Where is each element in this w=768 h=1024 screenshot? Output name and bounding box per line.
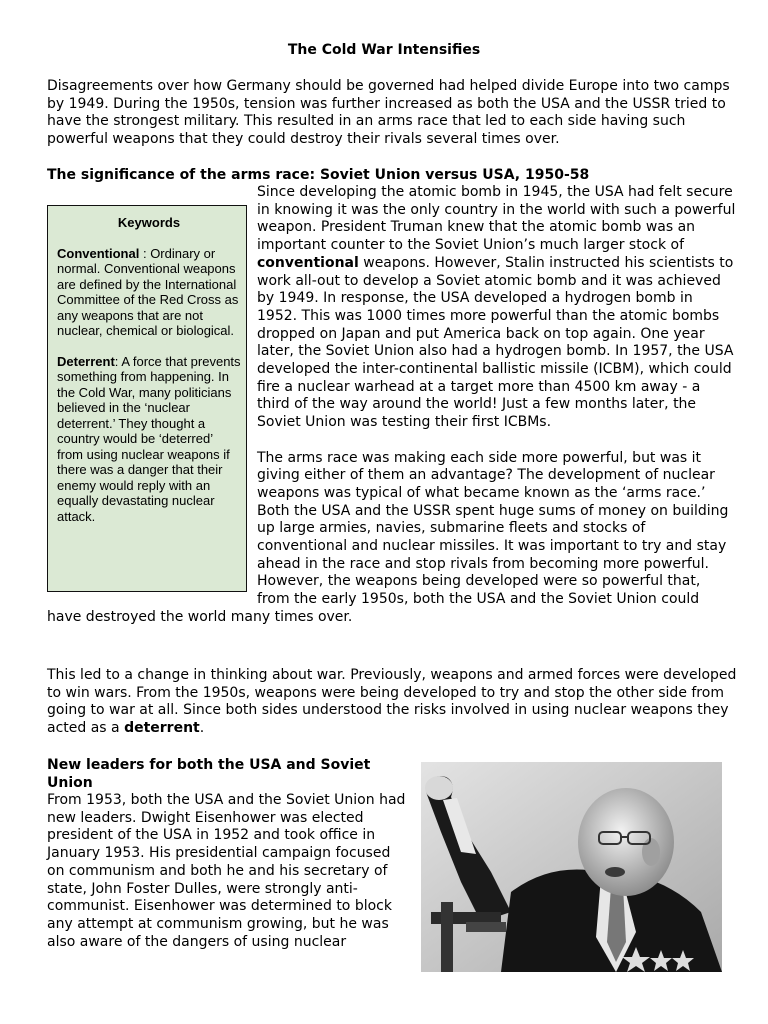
p1-text-b: weapons. However, Stalin instructed his scientists to work all-out to develop a Soviet atomic bomb and it was achieved by 1949. In response, the USA developed a hydrogen bomb in 1952. This was 1000 times more powerful than the atomic bombs dropped on Japan and put America back on top again. One year later, the Soviet Union also had a hydrogen bomb. In 1957, the USA developed the inter-continental ballistic missile (ICBM), which could fire a nuclear warhead at a target more than 4500 km away - a third of the way around the world! Just a few months later, the Soviet Union was testing their first ICBMs. xyxy=(257,254,734,431)
keyword-definition: A force that prevents something from happening. In the Cold War, many politicians believed in the ‘nuclear deterrent.’ They thought a country would be ‘deterred’ from using nuclear weapons if there was a danger that their enemy would reply with an equally devastating nuclear attack. xyxy=(57,353,241,524)
keyword-separator: : xyxy=(114,353,122,369)
keywords-box xyxy=(47,205,247,592)
keyword-term: Conventional xyxy=(57,245,140,261)
keyword-entry xyxy=(57,246,241,339)
p1-text-a: Since developing the atomic bomb in 1945, the USA had felt secure in knowing it was the only country in the world with such a powerful weapon. President Truman knew that the atomic bomb was an important counter to the Soviet Union’s much larger stock of xyxy=(257,184,736,254)
p3-bold-term: deterrent xyxy=(124,720,200,737)
section-heading-new-leaders: New leaders for both the USA and Soviet Union xyxy=(47,757,371,791)
khrushchev-photo xyxy=(421,762,722,972)
photo-illustration xyxy=(421,762,722,972)
page-title: The Cold War Intensifies xyxy=(287,42,481,58)
keyword-separator: : xyxy=(139,245,151,261)
change-in-thinking-paragraph xyxy=(47,667,737,738)
keyword-definition: Ordinary or normal. Conventional weapons are defined by the International Committee of the Red Cross as any weapons that are not nuclear, chemical or biological. xyxy=(57,245,239,338)
intro-paragraph: Disagreements over how Germany should be governed had helped divide Europe into two camps by 1949. During the 1950s, tension was further increased as both the USA and the USSR tried to have the strongest military. This resulted in an arms race that led to each side having such powerful weapons that they could destroy their rivals several times over. xyxy=(47,78,730,148)
p3-text-a: This led to a change in thinking about war. Previously, weapons and armed forces were developed to win wars. From the 1950s, weapons were being developed to try and stop the other side from going to war at all. Since both sides understood the risks involved in using nuclear weapons they acted as a xyxy=(47,667,737,737)
arms-race-paragraph-2: The arms race was making each side more powerful, but was it giving either of them an advantage? The development of nuclear weapons was typical of what became known as the ‘arms race.’ Both the USA and the USSR spent huge sums of money on building up large armies, navies, submarine fleets and stocks of conventional and nuclear missiles. It was important to try and stay ahead in the race and stop rivals from becoming more powerful. However, the weapons being developed were so powerful that, from the early 1950s, both the USA and the Soviet Union could have destroyed the world many times over. xyxy=(47,449,729,625)
keyword-term: Deterrent xyxy=(57,353,115,369)
p1-bold-term: conventional xyxy=(257,254,359,271)
keywords-title: Keywords xyxy=(117,215,181,230)
p3-text-b: . xyxy=(199,720,205,737)
section-heading-arms-race: The significance of the arms race: Soviet Union versus USA, 1950-58 xyxy=(47,167,590,183)
new-leaders-paragraph: From 1953, both the USA and the Soviet Union had new leaders. Dwight Eisenhower was elected president of the USA in 1952 and took office in January 1953. His presidential campaign focused on communism and both he and his secretary of state, John Foster Dulles, were strongly anti-communist. Eisenhower was determined to block any attempt at communism growing, but he was also aware of the dangers of using nuclear xyxy=(47,792,406,950)
keyword-entry xyxy=(57,354,241,525)
